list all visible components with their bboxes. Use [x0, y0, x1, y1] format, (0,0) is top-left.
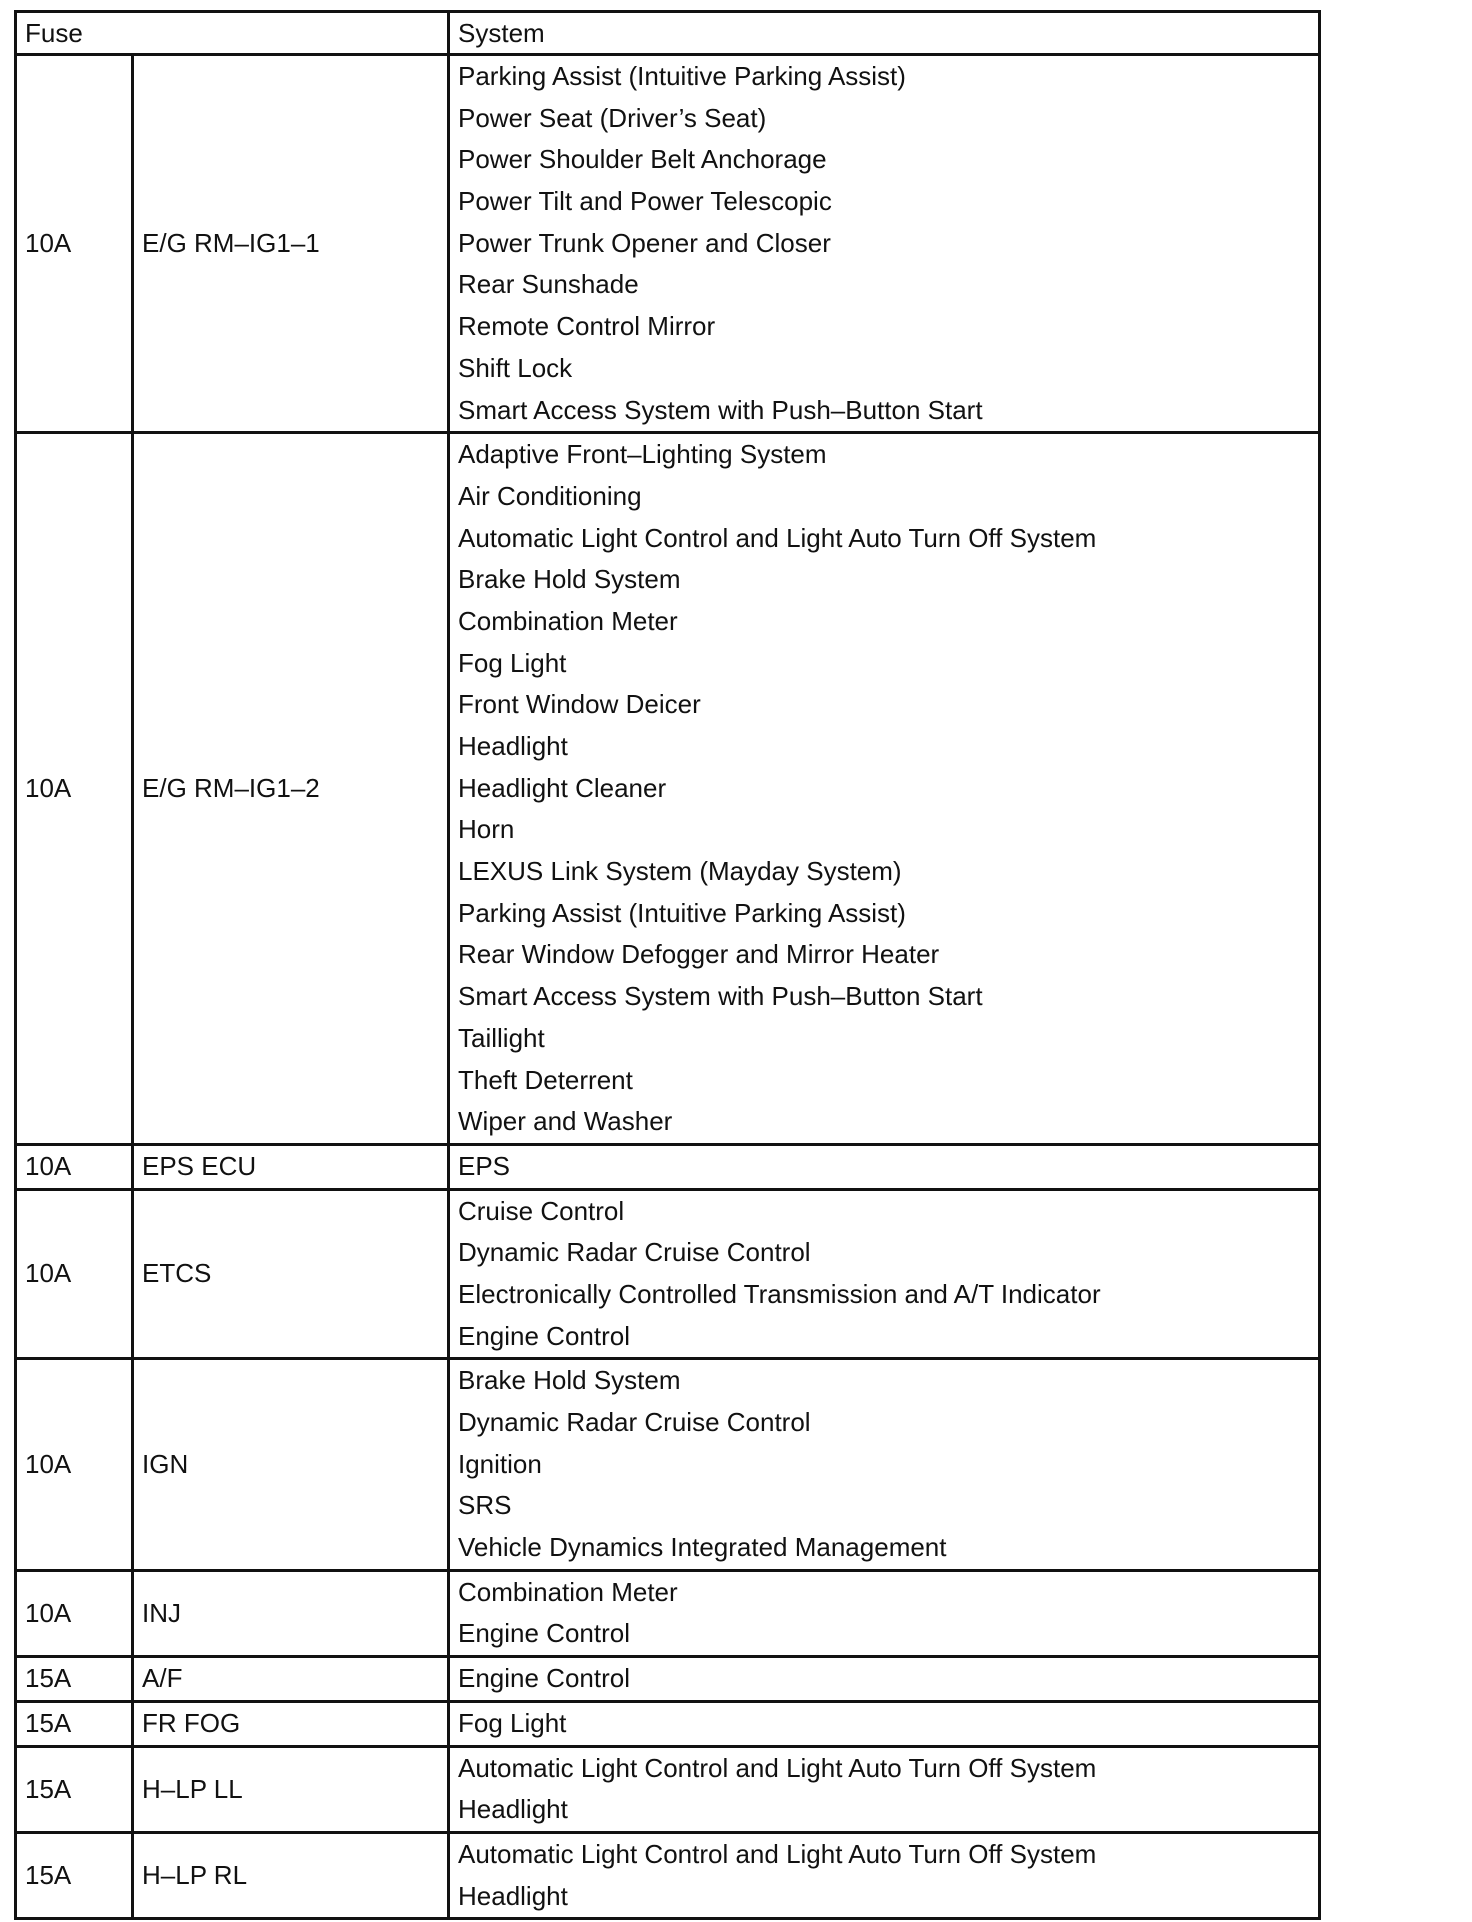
fuse-amperage: 10A [16, 1189, 133, 1359]
system-item: Cruise Control [458, 1195, 625, 1226]
system-list [449, 1570, 1320, 1656]
system-item: Fog Light [458, 1707, 567, 1738]
table-header [16, 12, 1320, 55]
fuse-name: IGN [133, 1359, 449, 1570]
system-item: Rear Window Defogger and Mirror Heater [458, 939, 940, 970]
system-item: EPS [458, 1150, 511, 1181]
fuse-column-header: Fuse [16, 12, 449, 55]
system-item: Combination Meter [458, 1576, 678, 1607]
system-list [449, 1144, 1320, 1189]
system-list [449, 433, 1320, 1145]
system-item: Taillight [458, 1022, 545, 1053]
system-item: Rear Sunshade [458, 269, 639, 300]
fuse-name: EPS ECU [133, 1144, 449, 1189]
system-item: Engine Control [458, 1320, 630, 1351]
table-row [16, 1359, 1320, 1570]
table-row [16, 1189, 1320, 1359]
system-item: Adaptive Front–Lighting System [458, 439, 827, 470]
system-item: Parking Assist (Intuitive Parking Assist) [458, 897, 906, 928]
table-row [16, 1570, 1320, 1656]
fuse-name: A/F [133, 1657, 449, 1702]
system-item: LEXUS Link System (Mayday System) [458, 856, 902, 887]
system-list [449, 1657, 1320, 1702]
system-item: Horn [458, 814, 515, 845]
system-item: Smart Access System with Push–Button Start [458, 394, 983, 425]
fuse-system-sheet [14, 10, 1318, 1920]
system-item: Smart Access System with Push–Button Start [458, 981, 983, 1012]
fuse-amperage: 10A [16, 1144, 133, 1189]
system-item: Parking Assist (Intuitive Parking Assist) [458, 61, 906, 91]
system-item: Dynamic Radar Cruise Control [458, 1407, 811, 1437]
fuse-amperage: 15A [16, 1746, 133, 1832]
fuse-amperage: 10A [16, 1359, 133, 1570]
table-row [16, 1832, 1320, 1918]
system-item: Air Conditioning [458, 480, 642, 511]
system-item: Ignition [458, 1448, 542, 1479]
table-row [16, 1144, 1320, 1189]
fuse-name: E/G RM–IG1–2 [133, 433, 449, 1145]
system-item: Automatic Light Control and Light Auto Turn Off System [458, 1838, 1097, 1869]
table-row [16, 1746, 1320, 1832]
table-row [16, 1657, 1320, 1702]
fuse-name: ETCS [133, 1189, 449, 1359]
system-list [449, 55, 1320, 433]
system-item: Theft Deterrent [458, 1064, 633, 1095]
system-column-header: System [449, 12, 1320, 55]
system-item: Dynamic Radar Cruise Control [458, 1237, 811, 1268]
system-item: Shift Lock [458, 352, 573, 383]
fuse-name: FR FOG [133, 1701, 449, 1746]
system-item: Wiper and Washer [458, 1106, 673, 1137]
system-item: Front Window Deicer [458, 689, 701, 720]
system-item: Engine Control [458, 1663, 630, 1694]
system-item: Fog Light [458, 647, 567, 678]
system-list [449, 1701, 1320, 1746]
system-list [449, 1359, 1320, 1570]
fuse-name: E/G RM–IG1–1 [133, 55, 449, 433]
fuse-name: H–LP RL [133, 1832, 449, 1918]
system-list [449, 1832, 1320, 1918]
system-item: Combination Meter [458, 605, 678, 636]
table-row [16, 433, 1320, 1145]
system-item: Electronically Controlled Transmission and A/T Indicator [458, 1278, 1101, 1309]
system-list [449, 1189, 1320, 1359]
fuse-amperage: 15A [16, 1832, 133, 1918]
system-item: Power Tilt and Power Telescopic [458, 186, 832, 217]
system-item: Headlight [458, 1880, 568, 1911]
system-list [449, 1746, 1320, 1832]
fuse-amperage: 10A [16, 1570, 133, 1656]
system-item: Brake Hold System [458, 1365, 681, 1396]
fuse-amperage: 15A [16, 1701, 133, 1746]
table-row [16, 55, 1320, 433]
fuse-amperage: 10A [16, 433, 133, 1145]
system-item: Brake Hold System [458, 564, 681, 595]
fuse-amperage: 15A [16, 1657, 133, 1702]
system-item: Engine Control [458, 1618, 630, 1649]
system-item: Headlight Cleaner [458, 772, 667, 803]
system-item: Remote Control Mirror [458, 311, 716, 342]
system-item: Vehicle Dynamics Integrated Management [458, 1532, 947, 1563]
fuse-name: INJ [133, 1570, 449, 1656]
fuse-table [14, 10, 1321, 1920]
table-row [16, 1701, 1320, 1746]
system-item: Power Seat (Driver’s Seat) [458, 102, 767, 133]
fuse-name: H–LP LL [133, 1746, 449, 1832]
system-item: Power Trunk Opener and Closer [458, 227, 831, 258]
system-item: Automatic Light Control and Light Auto Turn Off System [458, 522, 1097, 553]
table-body [16, 55, 1320, 1919]
system-item: Headlight [458, 1794, 568, 1825]
system-item: Power Shoulder Belt Anchorage [458, 144, 827, 175]
system-item: Headlight [458, 731, 568, 761]
system-item: Automatic Light Control and Light Auto Turn Off System [458, 1752, 1097, 1783]
system-item: SRS [458, 1490, 512, 1521]
header-row [16, 12, 1320, 55]
fuse-amperage: 10A [16, 55, 133, 433]
